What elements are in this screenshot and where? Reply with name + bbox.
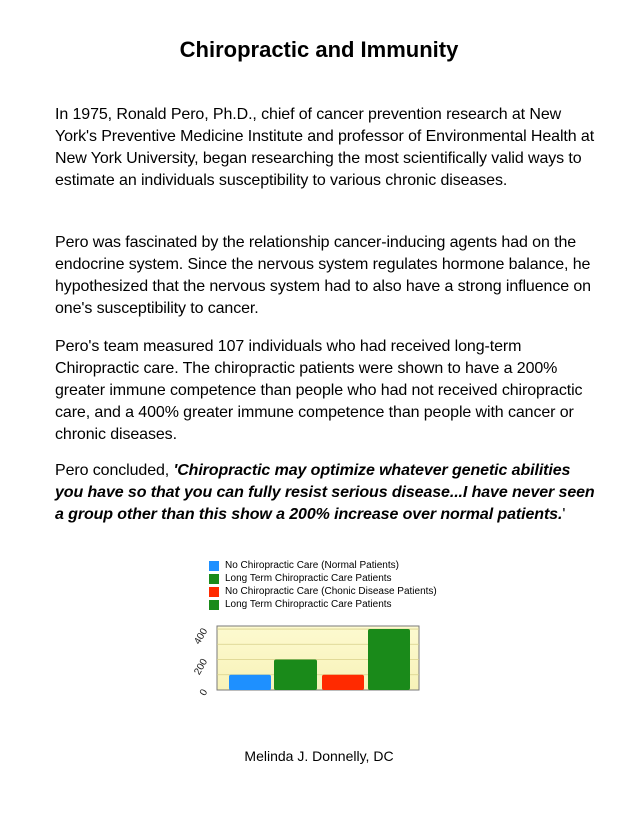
- bar: [322, 675, 364, 690]
- legend-item: [209, 572, 437, 585]
- y-axis-ticks: [192, 626, 210, 698]
- chart-legend: [209, 559, 437, 611]
- legend-label: No Chiropractic Care (Normal Patients): [225, 560, 399, 571]
- legend-item: [209, 598, 437, 611]
- paragraph-study-results: Pero's team measured 107 individuals who had received long-term Chiropractic care. The chiropractic patients were shown to have a 200% greater immune competence than people who had not received chiropractic care, and a 400% greater immune competence than people with cancer or chronic diseases.: [55, 338, 583, 443]
- legend-item: [209, 585, 437, 598]
- bar: [368, 629, 410, 690]
- legend-swatch: [209, 561, 219, 571]
- conclusion-end: ': [562, 506, 566, 523]
- paragraph-pero-background: In 1975, Ronald Pero, Ph.D., chief of cancer prevention research at New York's Preventive Medicine Institute and professor of Environmental Health at New York University, began researching the most scientifically valid ways to estimate an individuals susceptibility to various chronic diseases.: [55, 106, 595, 189]
- legend-swatch: [209, 587, 219, 597]
- paragraph-conclusion: [55, 460, 595, 526]
- plot-area: [217, 626, 419, 690]
- y-tick-label: 0: [197, 687, 211, 698]
- legend-label: Long Term Chiropractic Care Patients: [225, 573, 392, 584]
- legend-label: No Chiropractic Care (Chonic Disease Patients): [225, 586, 437, 597]
- legend-swatch: [209, 600, 219, 610]
- paragraph-hypothesis: Pero was fascinated by the relationship cancer-inducing agents had on the endocrine system. Since the nervous system regulates hormone balance, he hypothesized that the nervous system had to also have a strong influence on one's susceptibility to cancer.: [55, 234, 591, 317]
- y-tick-label: 200: [192, 657, 211, 677]
- bars: [229, 629, 410, 690]
- bar: [229, 675, 271, 690]
- legend-swatch: [209, 574, 219, 584]
- y-tick-label: 400: [192, 626, 211, 647]
- legend-item: [209, 559, 437, 572]
- conclusion-quote: 'Chiropractic may optimize whatever genetic abilities you have so that you can fully resist serious disease...I have never seen a group other than this show a 200% increase over normal patients.: [55, 462, 595, 523]
- grid-lines: [217, 629, 419, 675]
- conclusion-intro: Pero concluded,: [55, 462, 174, 479]
- legend-label: Long Term Chiropractic Care Patients: [225, 599, 392, 610]
- author-footer: Melinda J. Donnelly, DC: [244, 748, 394, 764]
- bar: [274, 660, 317, 690]
- page-title: Chiropractic and Immunity: [179, 37, 459, 62]
